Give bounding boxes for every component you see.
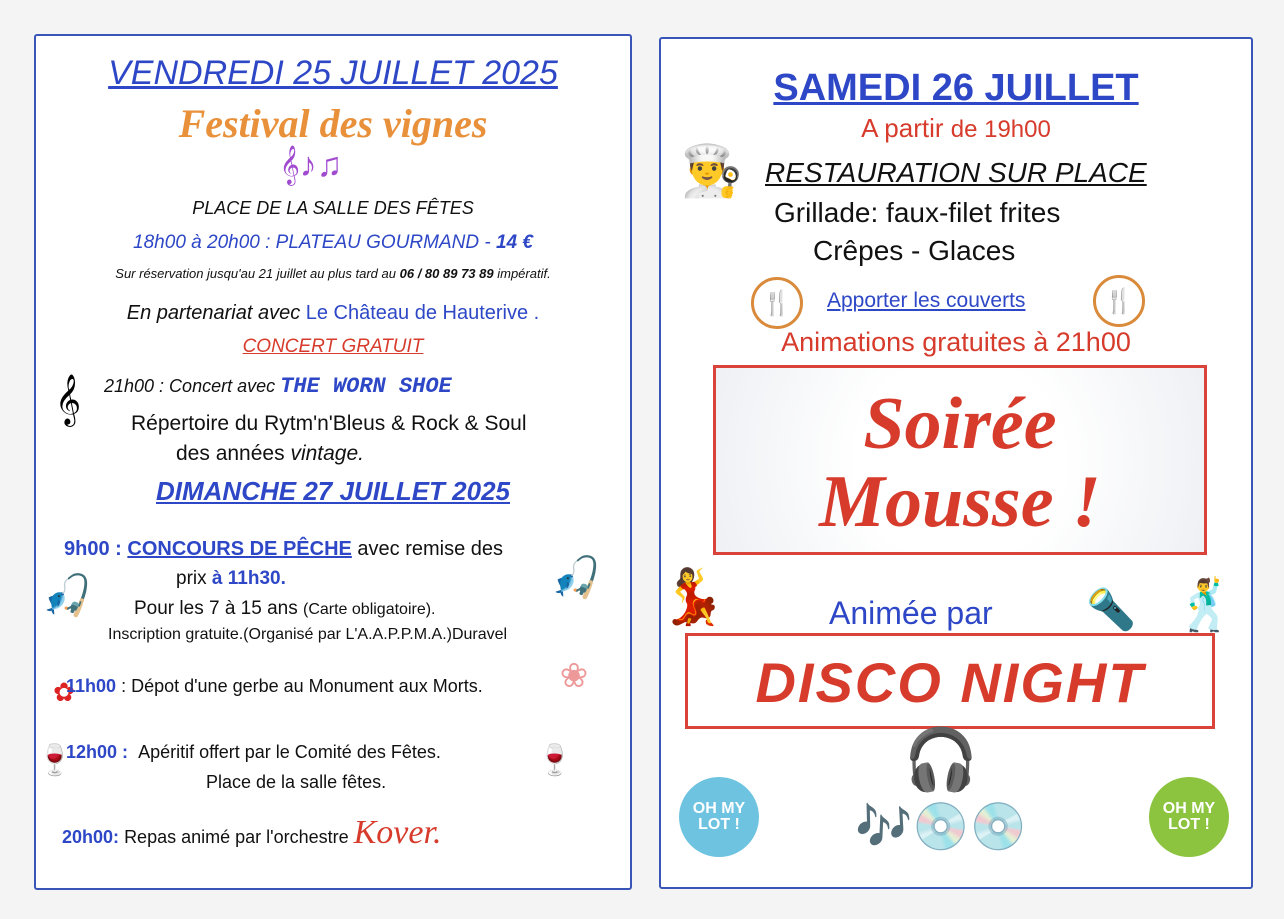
reservation-line [36, 266, 630, 281]
repas-time: 20h00: [62, 827, 120, 847]
wine-glass-icon: 🍷 [36, 743, 74, 777]
mousse-text: Mousse ! [819, 461, 1101, 543]
poppy-icon: ✿ [53, 676, 75, 707]
gerbe-line [66, 676, 483, 697]
treble-clef-icon: 𝄞 [54, 375, 81, 424]
gerbe-time: 11h00 [66, 676, 117, 696]
child-fishing-icon: 🎣 [42, 573, 92, 618]
wine-glass-icon-right: 🍷 [536, 743, 574, 777]
plateau-text: 18h00 à 20h00 : PLATEAU GOURMAND - [133, 232, 491, 253]
oh-my-lot-logo-left [679, 777, 759, 857]
logo-text-right: OH MY LOT ! [1162, 800, 1216, 833]
logo-text-left: OH MY LOT ! [692, 800, 746, 833]
sunday-title: DIMANCHE 27 JUILLET 2025 [156, 476, 510, 506]
plateau-line [36, 232, 630, 254]
carte: (Carte obligatoire). [303, 601, 436, 618]
friday-title: VENDREDI 25 JUILLET 2025 [108, 54, 558, 92]
prix: prix [176, 568, 207, 589]
venue: PLACE DE LA SALLE DES FÊTES [192, 198, 474, 218]
start-hour: de 19h00 [950, 116, 1051, 143]
partner-name: Le Château de Hauterive . [305, 302, 540, 324]
saturday-title: SAMEDI 26 JUILLET [773, 67, 1139, 109]
aperitif-text: Apéritif offert par le Comité des Fêtes. [138, 742, 441, 762]
chef-icon: 👨‍🍳 [680, 142, 744, 199]
imperatif: impératif. [497, 266, 551, 281]
phone: 06 / 80 89 73 89 [399, 266, 494, 281]
aperitif-time: 12h00 : [66, 742, 129, 762]
concert-gratuit: CONCERT GRATUIT [242, 336, 424, 357]
repas-line [62, 814, 441, 852]
peche-line [64, 538, 503, 561]
couverts: Apporter les couverts [827, 289, 1026, 312]
kover: Kover. [353, 814, 442, 851]
disco-night-text: DISCO NIGHT [755, 651, 1145, 714]
cutlery-icon-right: 🍴 [1093, 275, 1145, 327]
saturday-panel [659, 37, 1253, 889]
price: 14 € [495, 232, 533, 253]
friday-sunday-panel [34, 34, 632, 890]
festival-title: Festival des vignes [178, 101, 488, 146]
band-name: THE WORN SHOE [280, 374, 452, 399]
vintage: vintage. [290, 442, 364, 465]
reservation-text: Sur réservation jusqu'au 21 juillet au plus tard au [115, 266, 396, 281]
soiree-text: Soirée [863, 383, 1057, 465]
repertoire: Répertoire du Rytm'n'Bleus & Rock & Soul [131, 412, 527, 435]
repas-text: Repas animé par l'orchestre [124, 827, 349, 847]
dancer-icon-right: 🕺 [1174, 576, 1238, 633]
peche-rest: avec remise des [357, 538, 504, 560]
aperitif-line [66, 742, 441, 763]
annees: des années [176, 442, 285, 465]
soiree-mousse-box [713, 365, 1207, 555]
ages: Pour les 7 à 15 ans [134, 598, 298, 619]
aperitif-place: Place de la salle fêtes. [206, 772, 387, 792]
dancer-icon-left: 💃 [659, 566, 727, 627]
partner-line [36, 302, 630, 325]
prix-line [176, 568, 286, 590]
annees-line [176, 442, 364, 466]
inscription: Inscription gratuite.(Organisé par L'A.A.P.P.M.A.)Duravel [108, 626, 508, 643]
cutlery-icon-left: 🍴 [751, 277, 803, 329]
peche-title: CONCOURS DE PÊCHE [127, 538, 352, 560]
prix-time: à 11h30. [211, 568, 286, 589]
ages-line [134, 598, 436, 620]
dj-turntable-icon: 🎧 🎶💿💿 [855, 726, 1027, 852]
fisherman-icon: 🎣 [551, 555, 601, 600]
flower-icon: ❀ [559, 657, 589, 695]
disco-light-icon: 🔦 [1086, 587, 1136, 632]
concert-line [104, 374, 452, 399]
peche-time: 9h00 : [64, 538, 122, 560]
partner-prefix: En partenariat avec [126, 302, 301, 324]
animations: Animations gratuites à 21h00 [781, 327, 1131, 357]
grillade: Grillade: faux-filet frites [774, 197, 1061, 228]
concert-text: 21h00 : Concert avec [104, 376, 276, 396]
a-partir: A partir [861, 113, 944, 143]
restauration: RESTAURATION SUR PLACE [765, 157, 1147, 188]
oh-my-lot-logo-right [1149, 777, 1229, 857]
animee-par: Animée par [829, 595, 993, 631]
gerbe-text: : Dépot d'une gerbe au Monument aux Morts. [121, 676, 483, 696]
crepes: Crêpes - Glaces [813, 235, 1016, 266]
music-staff-icon: 𝄞♪♫ [279, 145, 343, 184]
